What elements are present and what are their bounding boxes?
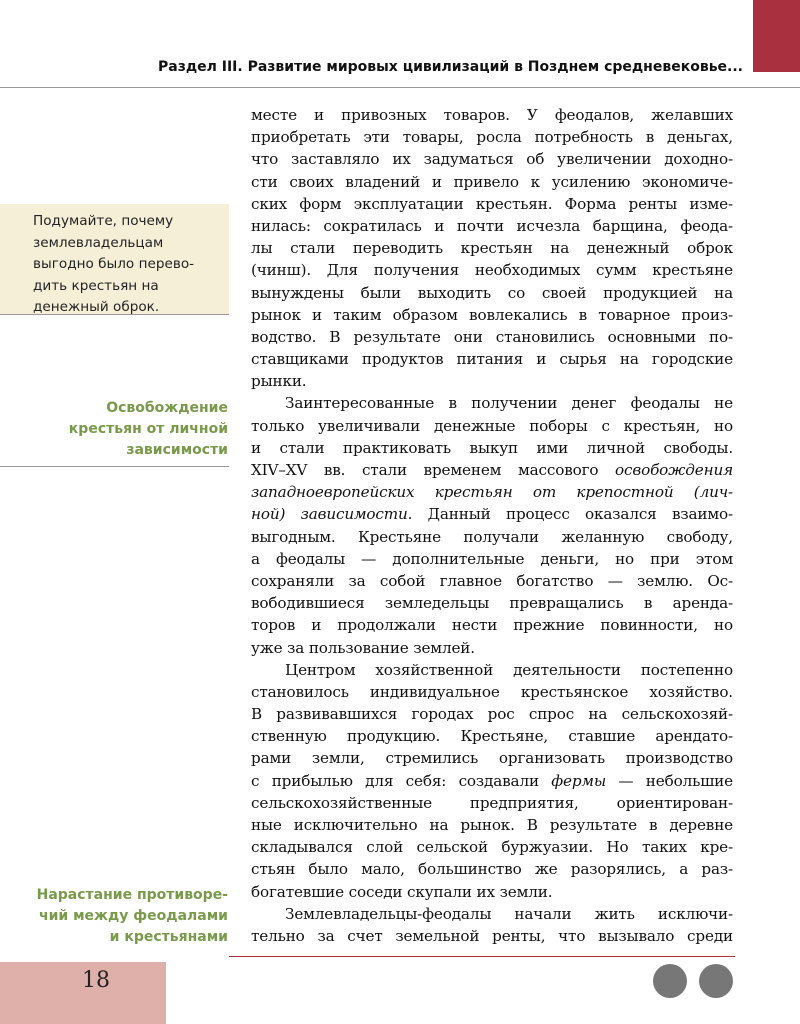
question-text bbox=[33, 211, 221, 319]
text-line bbox=[251, 481, 733, 503]
margin-heading-divider bbox=[0, 466, 229, 467]
text-line: уже за пользование землей. bbox=[251, 638, 475, 657]
text-line bbox=[251, 770, 733, 792]
question-line: выгодно было перево- bbox=[33, 256, 195, 272]
margin-heading-line: Освобождение bbox=[106, 400, 228, 416]
text-line: месте и привозных товаров. У феодалов, желавших bbox=[251, 106, 733, 124]
text-line: ственную продукцию. Крестьяне, ставшие арендато- bbox=[251, 727, 733, 746]
text-fragment: . Данный процесс оказался взаимо- bbox=[407, 505, 733, 524]
main-text bbox=[251, 104, 733, 947]
footer-divider bbox=[229, 956, 735, 957]
text-line: и стали практиковать выкуп ими личной свободы. bbox=[251, 438, 733, 457]
question-box-divider bbox=[0, 314, 229, 315]
margin-heading-line: и крестьянами bbox=[109, 929, 228, 945]
text-fragment: — небольшие bbox=[606, 771, 733, 790]
text-line: сти своих владений и привело к усилению экономиче- bbox=[251, 172, 733, 191]
text-line: стьян было мало, большинство же разорялись, а раз- bbox=[251, 860, 733, 879]
text-line: выгодным. Крестьяне получали желанную свободу, bbox=[251, 527, 733, 546]
text-line: лы стали переводить крестьян на денежный оброк bbox=[251, 239, 733, 258]
margin-heading-line: чий между феодалами bbox=[39, 908, 228, 924]
text-line: тельно за счет земельной ренты, что вызывало среди bbox=[251, 926, 733, 945]
text-line: рынки. bbox=[251, 372, 307, 391]
text-line: вободившиеся земледельцы превращались в аренда- bbox=[251, 594, 733, 613]
question-line: дить крестьян на bbox=[33, 277, 159, 294]
question-line: землевладельцам bbox=[33, 234, 164, 251]
text-fragment: XIV–XV вв. стали временем массового bbox=[251, 461, 616, 479]
text-line: Землевладельцы-феодалы начали жить исключи- bbox=[285, 904, 733, 923]
text-line: ставщиками продуктов питания и сырья на городские bbox=[251, 350, 733, 369]
text-line: В развивавшихся городах рос спрос на сельскохозяй- bbox=[251, 705, 733, 724]
margin-heading-line: крестьян от личной bbox=[68, 421, 228, 437]
text-line: а феодалы — дополнительные деньги, но при этом bbox=[251, 549, 733, 568]
decorative-circle-icon bbox=[653, 964, 687, 998]
emphasis-term: западноевропейских крестьян от крепостной (лич- bbox=[251, 483, 733, 502]
margin-heading-line: Нарастание противоре- bbox=[36, 887, 228, 903]
text-line: (чинш). Для получения необходимых сумм крестьяне bbox=[251, 261, 733, 280]
question-line: Подумайте, почему bbox=[33, 213, 174, 229]
text-line: Центром хозяйственной деятельности постепенно bbox=[285, 660, 733, 679]
text-line: сельскохозяйственные предприятия, ориентирован- bbox=[251, 793, 733, 812]
text-line: рами земли, стремились организовать производство bbox=[251, 749, 733, 768]
emphasis-term: освобождения bbox=[615, 461, 733, 479]
text-line: нилась: сократилась и почти исчезла барщина, феода- bbox=[251, 216, 733, 235]
text-line: ских форм эксплуатации крестьян. Форма ренты изме- bbox=[251, 194, 733, 213]
corner-accent-tab bbox=[753, 0, 800, 72]
text-line: Заинтересованные в получении денег феодалы не bbox=[285, 394, 733, 413]
text-line: сохраняли за собой главное богатство — землю. Ос- bbox=[251, 571, 733, 590]
question-box bbox=[0, 204, 229, 314]
margin-heading-line: зависимости bbox=[126, 442, 228, 458]
text-line: что заставляло их задуматься об увеличении доходно- bbox=[251, 150, 733, 169]
page-number: 18 bbox=[82, 968, 110, 993]
decorative-circle-icon bbox=[699, 964, 733, 998]
text-fragment: с прибылью для себя: создавали bbox=[251, 771, 552, 790]
header-divider bbox=[0, 87, 800, 88]
text-line: рынок и таким образом вовлекались в товарное произ- bbox=[251, 305, 733, 324]
text-line bbox=[251, 459, 733, 481]
question-line: денежный оброк. bbox=[33, 299, 160, 315]
margin-heading-liberation bbox=[69, 398, 228, 461]
margin-heading-contradictions bbox=[37, 885, 228, 948]
emphasis-term: ной) зависимости bbox=[251, 505, 408, 524]
text-line: торов и продолжали нести прежние повинности, но bbox=[251, 616, 733, 635]
text-line: вынуждены были выходить со своей продукцией на bbox=[251, 283, 733, 302]
text-line: только увеличивали денежные поборы с крестьян, но bbox=[251, 416, 733, 435]
text-line: ные исключительно на рынок. В результате в деревне bbox=[251, 816, 733, 834]
text-line: приобретать эти товары, росла потребность в деньгах, bbox=[251, 128, 733, 147]
running-header-title: Раздел III. Развитие мировых цивилизаций в Позднем средневековье... bbox=[157, 59, 743, 75]
text-line: богатевшие соседи скупали их земли. bbox=[251, 882, 553, 901]
text-line bbox=[251, 503, 733, 525]
text-line: складывался слой сельской буржуазии. Но таких кре- bbox=[251, 838, 733, 857]
text-line: водство. В результате они становились основными по- bbox=[251, 327, 733, 346]
emphasis-term: фермы bbox=[551, 771, 607, 790]
text-line: становилось индивидуальное крестьянское хозяйство. bbox=[251, 682, 733, 701]
